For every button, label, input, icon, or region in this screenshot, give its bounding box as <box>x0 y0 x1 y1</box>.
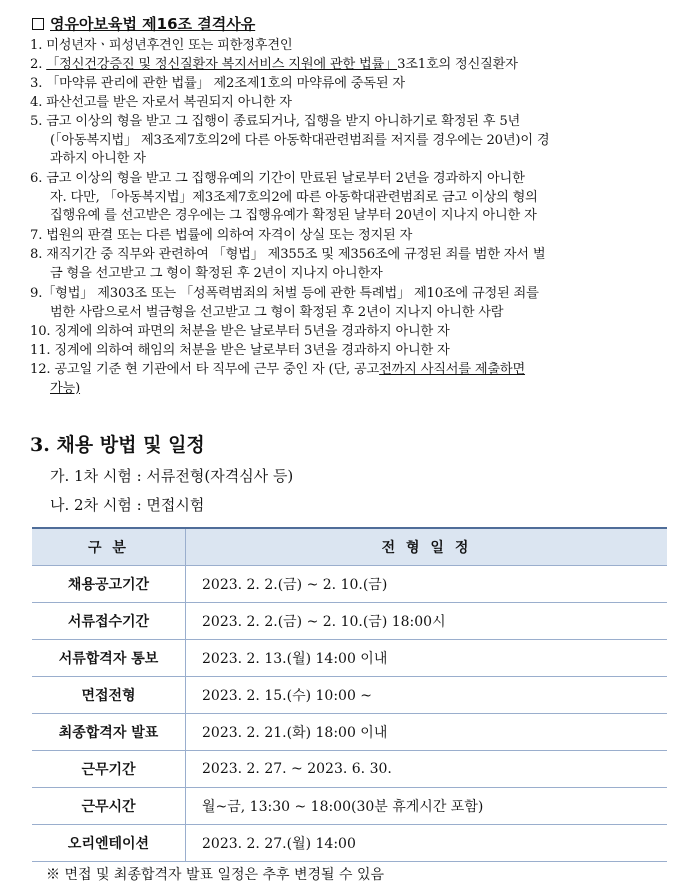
row-value: 2023. 2. 2.(금) ~ 2. 10.(금) <box>186 566 668 603</box>
method-item: 나. 2차 시험 : 면접시험 <box>50 496 205 514</box>
list-item: 1. 미성년자ㆍ피성년후견인 또는 피한정후견인 <box>30 38 293 53</box>
recruitment-heading: 3. 채용 방법 및 일정 <box>30 434 205 456</box>
table-row <box>32 603 667 640</box>
section-title-text: 영유아보육법 제16조 결격사유 <box>50 15 256 33</box>
table-row <box>32 677 667 714</box>
list-item: 3. 「마약류 관리에 관한 법률」 제2조제1호의 마약류에 중독된 자 <box>30 76 405 91</box>
list-item: 10. 징계에 의하여 파면의 처분을 받은 날로부터 5년을 경과하지 아니한 자 <box>30 324 450 339</box>
list-item: 5. 금고 이상의 형을 받고 그 집행이 종료되거나, 집행을 받지 아니하기로 확정된 후 5년 (「아동복지법」 제3조제7호의2에 다른 아동학대관련범죄를 저지를 경우에는 20년)이 경 과하지 아니한 자 <box>30 114 550 167</box>
list-item: 9.「형법」 제303조 또는 「성폭력범죄의 처벌 등에 관한 특례법」 제10조에 규정된 죄를 범한 사람으로서 벌금형을 선고받고 그 형이 확정된 후 2년이 지나지 아니한 사람 <box>30 286 539 320</box>
list-item: 12. 공고일 기준 현 기관에서 타 직무에 근무 중인 자 (단, 공고전까지 사직서를 제출하면 가능) <box>30 362 526 396</box>
list-item: 6. 금고 이상의 형을 받고 그 집행유예의 기간이 만료된 날로부터 2년을 경과하지 아니한 자. 다만, 「아동복지법」제3조제7호의2에 따른 아동학대관련범죄로 금고 이상의 형의 집행유예 를 선고받은 경우에는 그 집행유예가 확정된 날부터 20년이 지나지 아니한 자 <box>30 171 538 224</box>
method-item: 가. 1차 시험 : 서류전형(자격심사 등) <box>50 467 294 485</box>
row-label: 채용공고기간 <box>32 566 186 603</box>
row-value: 2023. 2. 15.(수) 10:00 ~ <box>186 677 668 714</box>
row-label: 근무시간 <box>32 788 186 825</box>
column-header-schedule: 전 형 일 정 <box>186 528 668 566</box>
schedule-note: ※ 면접 및 최종합격자 발표 일정은 추후 변경될 수 있음 <box>46 867 385 883</box>
checkbox-icon <box>32 18 44 30</box>
row-label: 오리엔테이션 <box>32 825 186 862</box>
row-label: 서류접수기간 <box>32 603 186 640</box>
row-value: 2023. 2. 21.(화) 18:00 이내 <box>186 714 668 751</box>
row-label: 서류합격자 통보 <box>32 640 186 677</box>
table-row <box>32 640 667 677</box>
schedule-table <box>32 527 667 862</box>
row-value: 월~금, 13:30 ~ 18:00(30분 휴게시간 포함) <box>186 788 668 825</box>
table-row <box>32 788 667 825</box>
row-label: 근무기간 <box>32 751 186 788</box>
column-header-category: 구 분 <box>32 528 186 566</box>
law-name-underlined: 「정신건강증진 및 정신질환자 복지서비스 지원에 관한 법률」 <box>46 57 398 72</box>
list-item: 2. 「정신건강증진 및 정신질환자 복지서비스 지원에 관한 법률」3조1호의 정신질환자 <box>30 57 518 72</box>
row-value: 2023. 2. 27.(월) 14:00 <box>186 825 668 862</box>
list-item: 11. 징계에 의하여 해임의 처분을 받은 날로부터 3년을 경과하지 아니한 자 <box>30 343 450 358</box>
list-item: 8. 재직기간 중 직무와 관련하여 「형법」 제355조 및 제356조에 규정된 죄를 범한 자서 벌 금 형을 선고받고 그 형이 확정된 후 2년이 지나지 아니한자 <box>30 247 546 281</box>
row-value: 2023. 2. 2.(금) ~ 2. 10.(금) 18:00시 <box>186 603 668 640</box>
list-item: 7. 법원의 판결 또는 다른 법률에 의하여 자격이 상실 또는 정지된 자 <box>30 228 413 243</box>
table-header-row <box>32 528 667 566</box>
list-item: 4. 파산선고를 받은 자로서 복권되지 아니한 자 <box>30 95 292 110</box>
table-row <box>32 751 667 788</box>
row-value: 2023. 2. 27. ~ 2023. 6. 30. <box>186 751 668 788</box>
condition-underlined: 전까지 사직서를 제출하면 <box>379 362 526 377</box>
row-label: 면접전형 <box>32 677 186 714</box>
row-label: 최종합격자 발표 <box>32 714 186 751</box>
table-row <box>32 825 667 862</box>
table-row <box>32 566 667 603</box>
row-value: 2023. 2. 13.(월) 14:00 이내 <box>186 640 668 677</box>
table-row <box>32 714 667 751</box>
section-title <box>32 13 255 34</box>
